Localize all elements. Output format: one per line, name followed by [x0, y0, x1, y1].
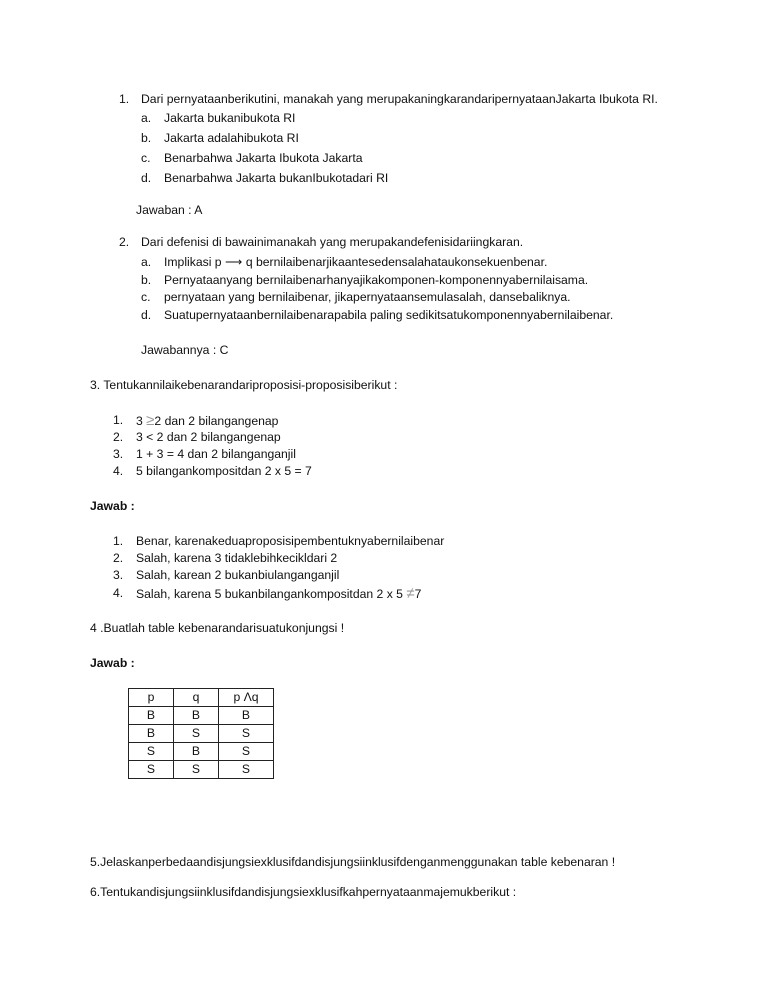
q3-answer-1-text: Benar, karenakeduaproposisipembentuknyabernilaibenar: [136, 534, 445, 548]
q3-answer-3-text: Salah, karean 2 bukanbiulanganganjil: [136, 568, 340, 582]
q2-option-c-letter: c.: [141, 290, 151, 304]
table-cell: B: [174, 707, 219, 725]
q2-option-b-text: Pernyataanyang bernilaibenarhanyajikakomponen-komponennyabernilaisama.: [164, 273, 589, 287]
q3-title: 3. Tentukannilaikebenarandariproposisi-proposisiberikut :: [90, 378, 398, 392]
q3-item-3-text: 1 + 3 = 4 dan 2 bilanganganjil: [136, 447, 296, 461]
table-cell: B: [129, 707, 174, 725]
q1-number: 1.: [119, 92, 130, 106]
q1-answer: Jawaban : A: [136, 203, 203, 217]
table-cell: S: [219, 761, 274, 779]
q2-option-d-text: Suatupernyataanbernilaibenarapabila paling sedikitsatukomponennyabernilaibenar.: [164, 308, 614, 322]
q4-jawab-label: Jawab :: [90, 656, 135, 670]
q2-answer: Jawabannya : C: [141, 343, 229, 357]
q3-answer-4-text: Salah, karena 5 bukanbilangankompositdan 2 x 5 ≠7: [136, 585, 422, 602]
q2-question-text: Dari defenisi di bawainimanakah yang merupakandefenisidariingkaran.: [141, 235, 524, 249]
q3-item-2-number: 2.: [113, 430, 124, 444]
q3-item-4-text: 5 bilangankompositdan 2 x 5 = 7: [136, 464, 312, 478]
q3-answer-2-text: Salah, karena 3 tidaklebihkecikldari 2: [136, 551, 338, 565]
table-cell: S: [129, 743, 174, 761]
q2-number: 2.: [119, 235, 130, 249]
table-cell: S: [174, 725, 219, 743]
q1-option-b-text: Jakarta adalahibukota RI: [164, 131, 299, 145]
q3-answer-3-number: 3.: [113, 568, 124, 582]
q1-option-c-letter: c.: [141, 151, 151, 165]
table-cell: S: [219, 725, 274, 743]
q3-answer-1-number: 1.: [113, 534, 124, 548]
q5-title: 5.Jelaskanperbedaandisjungsiexklusifdandisjungsiinklusifdenganmenggunakan table kebenaran !: [90, 855, 616, 869]
q2-option-b-letter: b.: [141, 273, 152, 287]
table-row: [129, 743, 274, 761]
q1-option-a-letter: a.: [141, 111, 152, 125]
q2-option-c-text: pernyataan yang bernilaibenar, jikapernyataansemulasalah, dansebaliknya.: [164, 290, 571, 304]
q1-option-d-letter: d.: [141, 171, 152, 185]
table-cell: S: [219, 743, 274, 761]
q4-title: 4 .Buatlah table kebenarandarisuatukonjungsi !: [90, 621, 345, 635]
q3-item-1-text: 3 ≥2 dan 2 bilangangenap: [136, 412, 279, 429]
table-cell: B: [219, 707, 274, 725]
q2-option-a-text: Implikasi p ⟶ q bernilaibenarjikaantesedensalahataukonsekuenbenar.: [164, 255, 548, 269]
q3-item-2-text: 3 < 2 dan 2 bilangangenap: [136, 430, 281, 444]
q1-option-d-text: Benarbahwa Jakarta bukanIbukotadari RI: [164, 171, 389, 185]
q6-title: 6.Tentukandisjungsiinklusifdandisjungsiexklusifkahpernyataanmajemukberikut :: [90, 885, 517, 899]
greater-equal-symbol: ≥: [146, 412, 155, 429]
table-row: [129, 761, 274, 779]
q2-option-d-letter: d.: [141, 308, 152, 322]
q3-answer-4-number: 4.: [113, 586, 124, 600]
truth-table-header-q: q: [174, 689, 219, 707]
table-cell: S: [129, 761, 174, 779]
q3-answer-2-number: 2.: [113, 551, 124, 565]
q1-option-b-letter: b.: [141, 131, 152, 145]
not-equal-symbol: ≠: [406, 585, 415, 602]
q3-item-1-number: 1.: [113, 413, 124, 427]
q1-option-c-text: Benarbahwa Jakarta Ibukota Jakarta: [164, 151, 363, 165]
q3-item-3-number: 3.: [113, 447, 124, 461]
q2-option-a-letter: a.: [141, 255, 152, 269]
truth-table-header-p: p: [129, 689, 174, 707]
table-row: [129, 725, 274, 743]
table-cell: S: [174, 761, 219, 779]
table-cell: B: [174, 743, 219, 761]
truth-table-header-row: [129, 689, 274, 707]
truth-table: [128, 688, 274, 779]
table-row: [129, 707, 274, 725]
q3-jawab-label: Jawab :: [90, 499, 135, 513]
table-cell: B: [129, 725, 174, 743]
q1-question-text: Dari pernyataanberikutini, manakah yang merupakaningkarandaripernyataanJakarta Ibukota RI.: [141, 92, 658, 106]
q1-option-a-text: Jakarta bukanibukota RI: [164, 111, 296, 125]
q3-item-4-number: 4.: [113, 464, 124, 478]
truth-table-header-p-and-q: p Λq: [219, 689, 274, 707]
